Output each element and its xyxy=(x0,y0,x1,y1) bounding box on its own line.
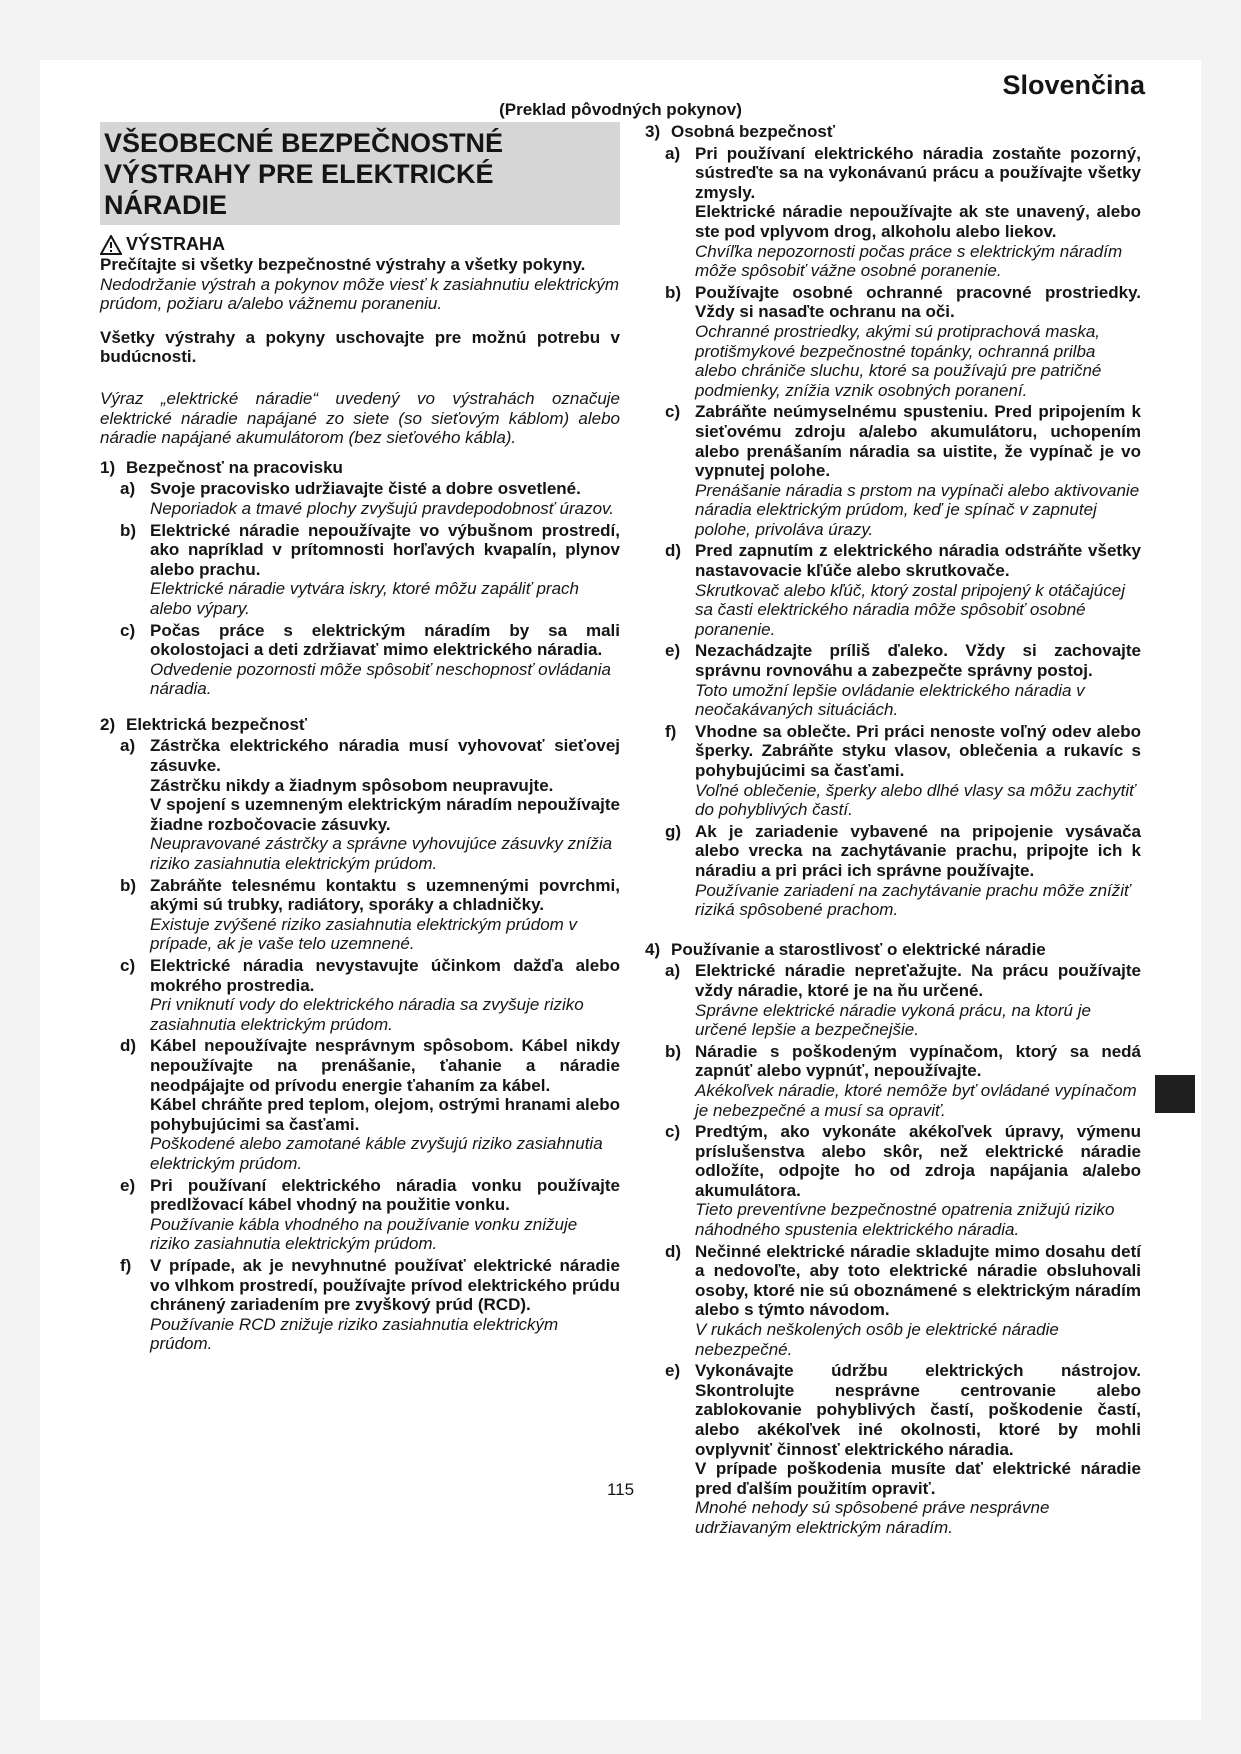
item-explanation: Akékoľvek náradie, ktoré nemôže byť ovládané vypínačom je nebezpečné a musí sa opraviť. xyxy=(695,1080,1137,1120)
item-explanation: Prenášanie náradia s prstom na vypínači alebo aktivovanie náradia elektrickým prúdom, keď je spínač v zapnutej polohe, privoláva úrazy. xyxy=(695,480,1140,539)
item-letter: d) xyxy=(665,1241,682,1261)
list-item xyxy=(665,722,1141,820)
warning-consequence: Nedodržanie výstrah a pokynov môže viesť k zasiahnutiu elektrickým prúdom, požiaru a/alebo vážnemu poraneniu. xyxy=(100,274,620,314)
item-instruction: Svoje pracovisko udržiavajte čisté a dobre osvetlené. xyxy=(150,479,581,499)
section-heading xyxy=(645,940,1141,960)
item-letter: f) xyxy=(120,1255,132,1275)
item-instruction: Elektrické náradia nevystavujte účinkom dažďa alebo mokrého prostredia. xyxy=(150,956,620,995)
warning-definition: Výraz „elektrické náradie“ uvedený vo výstrahách označuje elektrické náradie napájané zo siete (so sieťovým káblom) alebo náradie napájané akumulátorom (bez sieťového kábla). xyxy=(100,388,620,448)
item-instruction: Nečinné elektrické náradie skladujte mimo dosahu detí a nedovoľte, aby toto elektrické náradie obsluhovali osoby, ktoré nie sú oboznámené s elektrickým náradím alebo s týmto návodom. xyxy=(695,1241,1141,1320)
list-item xyxy=(120,1256,620,1354)
list-item xyxy=(120,621,620,699)
item-explanation: Používanie zariadení na zachytávanie prachu môže znížiť riziká spôsobené prachom. xyxy=(695,880,1131,920)
item-explanation: Neupravované zástrčky a správne vyhovujúce zásuvky znížia riziko zasiahnutia elektrickým prúdom. xyxy=(150,834,613,874)
left-sections xyxy=(100,458,620,1354)
item-explanation: Poškodené alebo zamotané káble zvyšujú riziko zasiahnutia elektrickým prúdom. xyxy=(150,1134,603,1173)
item-letter: b) xyxy=(665,282,682,302)
item-instruction: Používajte osobné ochranné pracovné prostriedky. Vždy si nasaďte ochranu na oči. xyxy=(695,282,1141,322)
list-item xyxy=(120,521,620,619)
page-number: 115 xyxy=(606,1480,635,1499)
section-title: VŠEOBECNÉ BEZPEČNOSTNÉ VÝSTRAHY PRE ELEKTRICKÉ NÁRADIE xyxy=(100,122,620,225)
list-item xyxy=(120,876,620,954)
section-heading-text: Osobná bezpečnosť xyxy=(671,122,836,141)
section-number: 4) xyxy=(645,939,661,959)
item-letter: a) xyxy=(665,143,681,163)
warning-triangle-icon xyxy=(100,235,122,255)
item-letter: e) xyxy=(665,1361,681,1381)
item-letter: b) xyxy=(120,875,137,895)
item-instruction: V prípade, ak je nevyhnutné používať elektrické náradie vo vlhkom prostredí, používajte prívod elektrického prúdu chránený zariadením pre zvyškový prúd (RCD). xyxy=(150,1255,620,1315)
item-letter: a) xyxy=(120,479,136,499)
item-letter: a) xyxy=(120,736,136,756)
section-heading xyxy=(645,122,1141,142)
item-instruction: Pred zapnutím z elektrického náradia odstráňte všetky nastavovacie kľúče alebo skrutkovače. xyxy=(695,541,1141,581)
item-instruction: Kábel nepoužívajte nesprávnym spôsobom. Kábel nikdy nepoužívajte na prenášanie, ťahanie a náradie neodpájajte od prívodu energie ťahaním za kábel. xyxy=(150,1036,620,1095)
list-item xyxy=(120,956,620,1034)
section-number: 3) xyxy=(645,122,661,141)
language-tab-marker xyxy=(1155,1075,1195,1113)
item-instruction: Elektrické náradie nepoužívajte ak ste unavený, alebo ste pod vplyvom drog, alkoholu alebo liekov. xyxy=(695,202,1141,241)
right-sections xyxy=(645,122,1141,1538)
item-instruction: Elektrické náradie nepreťažujte. Na prácu používajte vždy náradie, ktoré je na ňu určené. xyxy=(695,961,1141,1000)
list-item xyxy=(665,541,1141,639)
list-item xyxy=(665,1242,1141,1360)
section-heading-text: Používanie a starostlivosť o elektrické náradie xyxy=(671,939,1046,959)
item-letter: e) xyxy=(665,641,681,661)
item-instruction: Pri používaní elektrického náradia zostaňte pozorný, sústreďte sa na vykonávanú prácu a používajte všetky zmysly. xyxy=(695,143,1141,202)
item-letter: d) xyxy=(120,1036,137,1056)
item-letter: a) xyxy=(665,961,681,981)
list-item xyxy=(665,1042,1141,1120)
item-instruction: Zástrčku nikdy a žiadnym spôsobom neupravujte. xyxy=(150,775,554,795)
item-letter: g) xyxy=(665,821,682,841)
item-explanation: Používanie RCD znižuje riziko zasiahnutia elektrickým prúdom. xyxy=(150,1314,559,1354)
item-instruction: Predtým, ako vykonáte akékoľvek úpravy, výmenu príslušenstva alebo skôr, než elektrické náradie odložíte, odpojte ho od zdroja napájania a/alebo akumulátora. xyxy=(695,1122,1141,1200)
item-explanation: Používanie kábla vhodného na používanie vonku znižuje riziko zasiahnutia elektrickým prúdom. xyxy=(150,1214,578,1254)
language-label: Slovenčina xyxy=(1002,70,1145,100)
list-item xyxy=(120,1176,620,1254)
item-instruction: Zabráňte telesnému kontaktu s uzemnenými povrchmi, akými sú trubky, radiátory, sporáky a chladničky. xyxy=(150,875,620,915)
list-item xyxy=(120,1036,620,1173)
list-item xyxy=(665,283,1141,401)
list-item xyxy=(665,402,1141,539)
section-heading-text: Bezpečnosť na pracovisku xyxy=(126,457,343,477)
item-explanation: Tieto preventívne bezpečnostné opatrenia znižujú riziko náhodného spustenia elektrického náradia. xyxy=(695,1200,1115,1240)
item-explanation: Skrutkovač alebo kľúč, ktorý zostal pripojený k otáčajúcej sa časti elektrického náradia môže spôsobiť osobné poranenie. xyxy=(695,580,1125,639)
item-instruction: Vykonávajte údržbu elektrických nástrojov. Skontrolujte nesprávne centrovanie alebo zablokovanie pohyblivých častí, poškodenie častí, alebo akékoľvek iné okolnosti, ktoré by mohli ovplyvniť činnosť elektrického náradia. xyxy=(695,1361,1141,1459)
translation-note: (Preklad pôvodných pokynov) xyxy=(499,100,742,119)
list-item xyxy=(665,1361,1141,1537)
item-explanation: Odvedenie pozornosti môže spôsobiť neschopnosť ovládania náradia. xyxy=(150,659,611,699)
item-letter: c) xyxy=(120,956,136,975)
item-explanation: Mnohé nehody sú spôsobené práve nesprávne udržiavaným elektrickým náradím. xyxy=(695,1498,1050,1537)
item-instruction: Počas práce s elektrickým náradím by sa mali okolostojaci a deti zdržiavať mimo elektrického náradia. xyxy=(150,620,620,660)
item-explanation: Chvíľka nepozornosti počas práce s elektrickým náradím môže spôsobiť vážne osobné poranenie. xyxy=(695,241,1123,281)
list-item xyxy=(665,144,1141,281)
warning-label: VÝSTRAHA xyxy=(126,234,226,255)
item-letter: d) xyxy=(665,541,682,561)
list-item xyxy=(665,961,1141,1039)
section-heading xyxy=(100,458,620,478)
warning-keep: Všetky výstrahy a pokyny uschovajte pre možnú potrebu v budúcnosti. xyxy=(100,327,620,367)
left-column xyxy=(100,122,620,1354)
warning-heading xyxy=(100,235,620,255)
item-explanation: Elektrické náradie vytvára iskry, ktoré môžu zapáliť prach alebo výpary. xyxy=(150,579,579,618)
item-letter: b) xyxy=(665,1041,682,1061)
item-explanation: Voľné oblečenie, šperky alebo dlhé vlasy sa môžu zachytiť do pohyblivých častí. xyxy=(695,780,1136,820)
section-heading-text: Elektrická bezpečnosť xyxy=(126,714,308,734)
item-instruction: Nezachádzajte príliš ďaleko. Vždy si zachovajte správnu rovnováhu a zabezpečte správny postoj. xyxy=(695,641,1141,681)
list-item xyxy=(120,479,620,518)
item-letter: e) xyxy=(120,1175,136,1195)
item-instruction: Kábel chráňte pred teplom, olejom, ostrými hranami alebo pohybujúcimi sa časťami. xyxy=(150,1095,620,1134)
item-instruction: Pri používaní elektrického náradia vonku používajte predlžovací kábel vhodný na použitie vonku. xyxy=(150,1175,620,1215)
item-explanation: Neporiadok a tmavé plochy zvyšujú pravdepodobnosť úrazov. xyxy=(150,498,615,518)
section-number: 1) xyxy=(100,457,116,477)
item-instruction: Ak je zariadenie vybavené na pripojenie vysávača alebo vrecka na zachytávanie prachu, pripojte ich k náradiu a pri práci ich správne používajte. xyxy=(695,821,1141,880)
item-letter: c) xyxy=(120,620,136,640)
item-instruction: V prípade poškodenia musíte dať elektrické náradie pred ďalším použitím opraviť. xyxy=(695,1459,1141,1498)
list-item xyxy=(120,736,620,873)
item-explanation: Existuje zvýšené riziko zasiahnutia elektrickým prúdom v prípade, ak je vaše telo uzemnené. xyxy=(150,914,578,954)
warning-read-all: Prečítajte si všetky bezpečnostné výstrahy a všetky pokyny. xyxy=(100,255,586,274)
section-number: 2) xyxy=(100,714,116,734)
item-explanation: Toto umožní lepšie ovládanie elektrického náradia v neočakávaných situáciách. xyxy=(695,680,1085,720)
item-explanation: Ochranné prostriedky, akými sú protiprachová maska, protišmykové bezpečnostné topánky, ochranná prilba alebo chrániče sluchu, ktoré sa používajú pre patričné podmienky, znížia vznik osobných poranení. xyxy=(695,321,1102,400)
item-instruction: Zabráňte neúmyselnému spusteniu. Pred pripojením k sieťovému zdroju a/alebo akumulátoru, uchopením alebo prenášaním náradia sa uistite, že vypínač je vo vypnutej polohe. xyxy=(695,402,1141,481)
item-instruction: Zástrčka elektrického náradia musí vyhovovať sieťovej zásuvke. xyxy=(150,736,620,776)
list-item xyxy=(665,1122,1141,1240)
list-item xyxy=(665,822,1141,920)
item-letter: f) xyxy=(665,721,677,741)
item-instruction: Elektrické náradie nepoužívajte vo výbušnom prostredí, ako napríklad v prítomnosti horľavých kvapalín, plynov alebo prachu. xyxy=(150,520,620,579)
list-item xyxy=(665,641,1141,719)
item-letter: c) xyxy=(665,402,681,422)
item-instruction: Vhodne sa oblečte. Pri práci nenoste voľný odev alebo šperky. Zabráňte styku vlasov, oblečenia a rukavíc s pohybujúcimi sa časťami. xyxy=(695,721,1141,780)
right-column xyxy=(645,122,1141,1538)
section-heading xyxy=(100,715,620,735)
item-explanation: Správne elektrické náradie vykoná prácu, na ktorú je určené lepšie a bezpečnejšie. xyxy=(695,1000,1091,1040)
item-instruction: V spojení s uzemneným elektrickým náradím nepoužívajte žiadne rozbočovacie zásuvky. xyxy=(150,795,620,834)
item-explanation: V rukách neškolených osôb je elektrické náradie nebezpečné. xyxy=(695,1320,1059,1359)
item-instruction: Náradie s poškodeným vypínačom, ktorý sa nedá zapnúť alebo vypnúť, nepoužívajte. xyxy=(695,1041,1141,1081)
item-explanation: Pri vniknutí vody do elektrického náradia sa zvyšuje riziko zasiahnutia elektrickým prúdom. xyxy=(150,995,584,1034)
item-letter: b) xyxy=(120,520,137,540)
item-letter: c) xyxy=(665,1122,681,1142)
